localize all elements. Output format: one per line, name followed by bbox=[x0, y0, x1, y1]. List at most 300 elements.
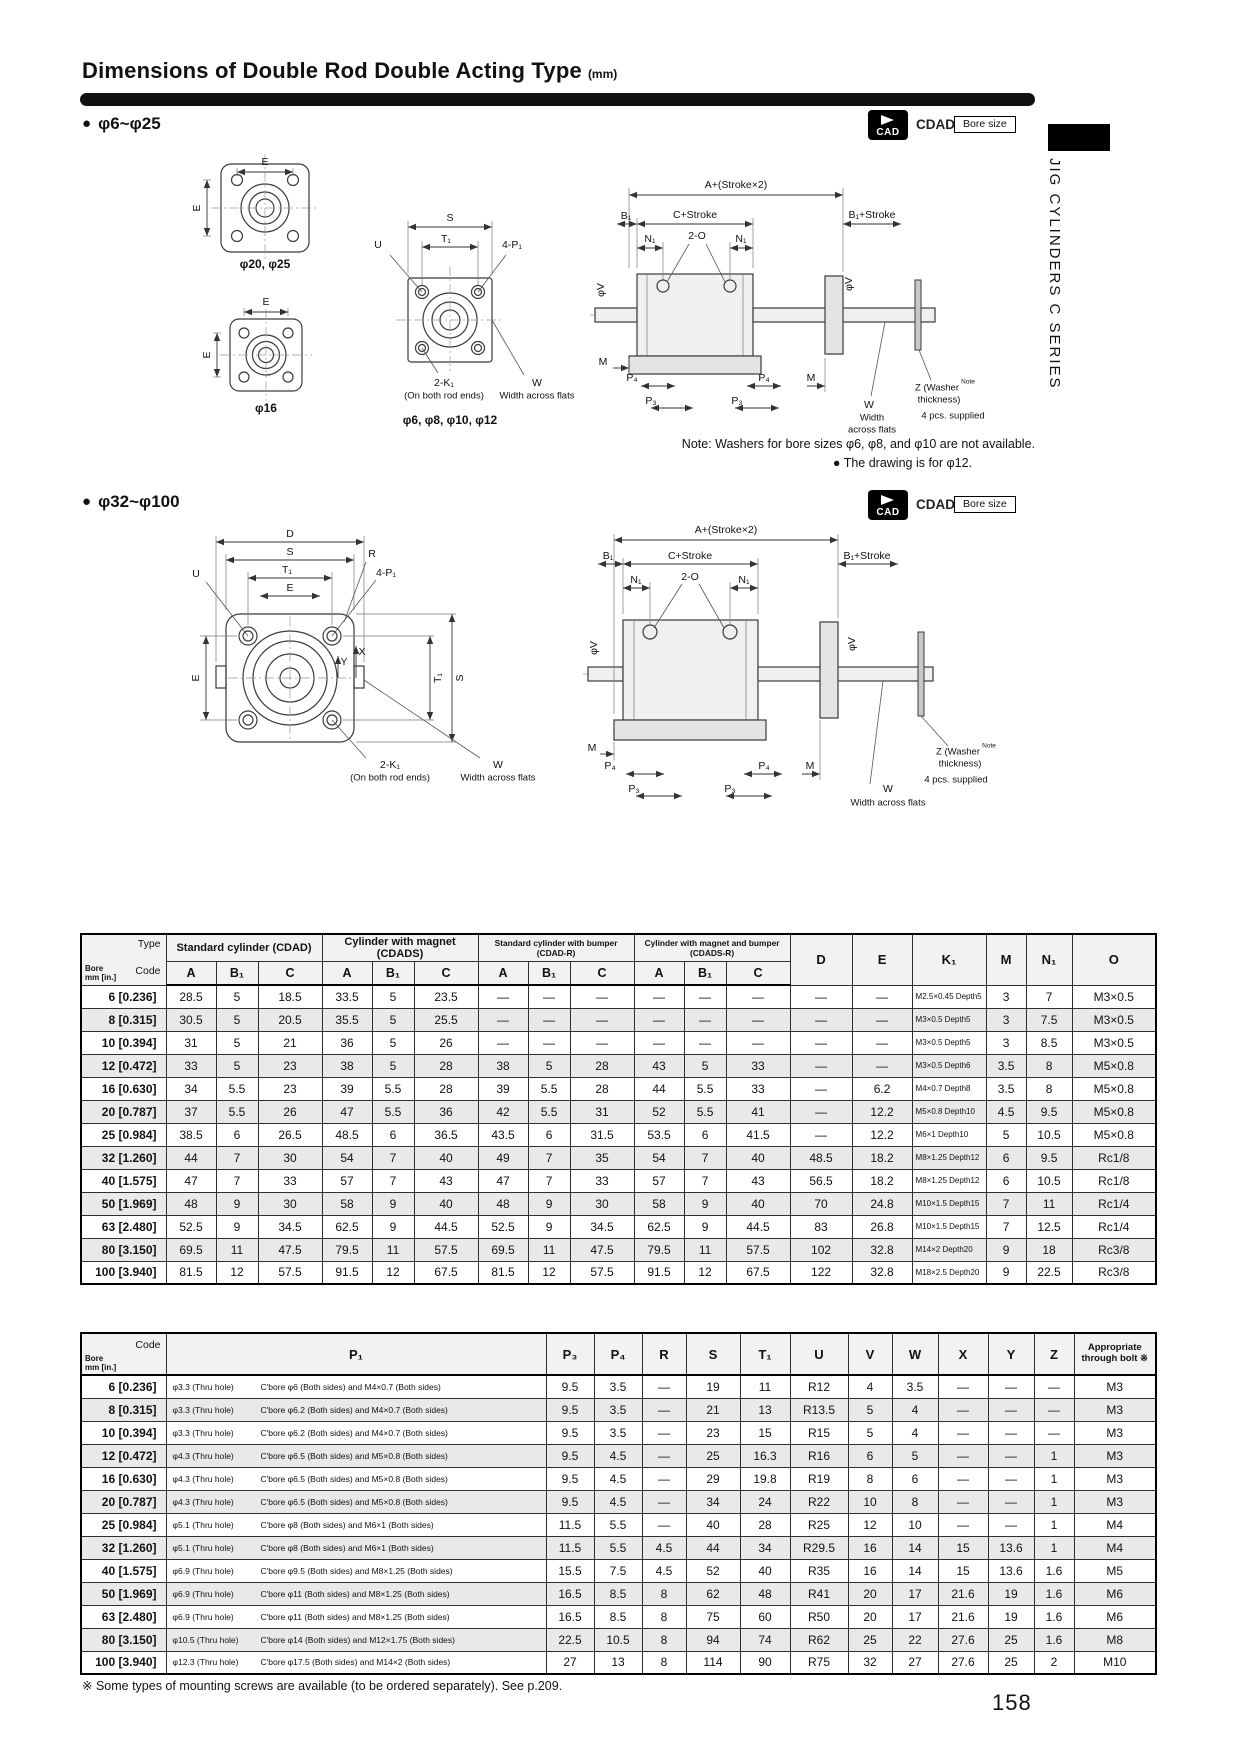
table-cell: 12 bbox=[216, 1261, 258, 1284]
p1-mounting-cell: φ3.3 (Thru hole) C'bore φ6 (Both sides) and M4×0.7 (Both sides) bbox=[166, 1375, 546, 1398]
table-row bbox=[81, 1192, 1156, 1215]
table-cell: 1 bbox=[1034, 1444, 1074, 1467]
dim-note-superscript: Note bbox=[982, 742, 996, 750]
page-number: 158 bbox=[992, 1690, 1032, 1715]
bore-size-box: Bore size bbox=[954, 116, 1016, 133]
table-cell: M3 bbox=[1074, 1444, 1156, 1467]
table-cell: 122 bbox=[790, 1261, 852, 1284]
column-header: C bbox=[414, 962, 478, 986]
table-cell: 5.5 bbox=[216, 1077, 258, 1100]
section-1-title: φ6~φ25 bbox=[98, 114, 161, 133]
column-header: C bbox=[570, 962, 634, 986]
bore-size-cell: 40 [1.575] bbox=[81, 1169, 166, 1192]
table-cell: — bbox=[726, 1008, 790, 1031]
table-cell: 5 bbox=[372, 1008, 414, 1031]
table-cell: 9 bbox=[216, 1192, 258, 1215]
table-cell: 3 bbox=[986, 985, 1026, 1008]
bore-size-cell: 63 [2.480] bbox=[81, 1605, 166, 1628]
table-cell: 5 bbox=[216, 1008, 258, 1031]
table-cell: 44.5 bbox=[726, 1215, 790, 1238]
table-cell: — bbox=[852, 1008, 912, 1031]
table-cell: 23 bbox=[686, 1421, 740, 1444]
model-code: CDAD bbox=[916, 117, 955, 132]
table-row bbox=[81, 1444, 1156, 1467]
table-cell: 38 bbox=[322, 1054, 372, 1077]
table-cell: — bbox=[790, 1123, 852, 1146]
column-header: B₁ bbox=[216, 962, 258, 986]
table-cell: Rc3/8 bbox=[1072, 1261, 1156, 1284]
cad-icon bbox=[868, 490, 908, 520]
table-cell: R13.5 bbox=[790, 1398, 848, 1421]
column-group-header: Standard cylinder (CDAD) bbox=[166, 934, 322, 962]
table-cell: 5 bbox=[528, 1054, 570, 1077]
table-cell: — bbox=[1034, 1375, 1074, 1398]
table-cell: M4 bbox=[1074, 1536, 1156, 1559]
table-cell: 52.5 bbox=[166, 1215, 216, 1238]
column-header: M bbox=[986, 934, 1026, 985]
dim-label-p3: P₃ bbox=[724, 783, 736, 795]
bore-size-cell: 63 [2.480] bbox=[81, 1215, 166, 1238]
table-cell: 40 bbox=[686, 1513, 740, 1536]
table-cell: 91.5 bbox=[634, 1261, 684, 1284]
table-cell: 47.5 bbox=[570, 1238, 634, 1261]
section-1-heading bbox=[82, 114, 161, 134]
table-cell: — bbox=[528, 1008, 570, 1031]
table-cell: 6 bbox=[372, 1123, 414, 1146]
table-cell: R15 bbox=[790, 1421, 848, 1444]
table-cell: 48 bbox=[166, 1192, 216, 1215]
table-cell: — bbox=[726, 1031, 790, 1054]
table-cell: 9 bbox=[528, 1192, 570, 1215]
table-row bbox=[81, 1077, 1156, 1100]
table-cell: 8.5 bbox=[594, 1582, 642, 1605]
table-cell: 13.6 bbox=[988, 1559, 1034, 1582]
dim-label-e: E bbox=[262, 296, 270, 308]
column-header: B₁ bbox=[372, 962, 414, 986]
table-cell: 44 bbox=[686, 1536, 740, 1559]
table-cell: M3×0.5 Depth6 bbox=[912, 1054, 986, 1077]
table-cell: R16 bbox=[790, 1444, 848, 1467]
table-row bbox=[81, 1467, 1156, 1490]
table-cell: — bbox=[938, 1490, 988, 1513]
column-group-header: Cylinder with magnet and bumper (CDADS-R) bbox=[634, 934, 790, 962]
bore-size-cell: 6 [0.236] bbox=[81, 1375, 166, 1398]
table-cell: 36.5 bbox=[414, 1123, 478, 1146]
table-cell: M5 bbox=[1074, 1559, 1156, 1582]
dim-label-m: M bbox=[806, 372, 816, 384]
column-header: A bbox=[166, 962, 216, 986]
table-cell: — bbox=[790, 1077, 852, 1100]
table-cell: 10.5 bbox=[1026, 1123, 1072, 1146]
table-corner-cell: Code Bore mm [in.] bbox=[81, 1333, 166, 1375]
table-cell: 3.5 bbox=[986, 1077, 1026, 1100]
dim-label-e: E bbox=[190, 674, 202, 682]
column-header: P₁ bbox=[166, 1333, 546, 1375]
dim-label-u: U bbox=[374, 239, 382, 251]
table-cell: R50 bbox=[790, 1605, 848, 1628]
table-cell: 5 bbox=[216, 1054, 258, 1077]
table-cell: 9 bbox=[684, 1192, 726, 1215]
p1-mounting-cell: φ10.5 (Thru hole) C'bore φ14 (Both sides) and M12×1.75 (Both sides) bbox=[166, 1628, 546, 1651]
table-cell: M5×0.8 bbox=[1072, 1123, 1156, 1146]
column-header: D bbox=[790, 934, 852, 985]
table-cell: 60 bbox=[740, 1605, 790, 1628]
table-cell: 54 bbox=[322, 1146, 372, 1169]
bore-size-cell: 32 [1.260] bbox=[81, 1146, 166, 1169]
table-cell: 8 bbox=[642, 1605, 686, 1628]
dim-label-w: W bbox=[532, 377, 542, 389]
bore-size-cell: 32 [1.260] bbox=[81, 1536, 166, 1559]
table-cell: Rc1/8 bbox=[1072, 1146, 1156, 1169]
table-cell: M3×0.5 Depth5 bbox=[912, 1031, 986, 1054]
table-cell: 28 bbox=[414, 1054, 478, 1077]
table-cell: 8 bbox=[642, 1628, 686, 1651]
table-cell: 16 bbox=[848, 1536, 892, 1559]
table-cell: 47.5 bbox=[258, 1238, 322, 1261]
table-cell: 39 bbox=[322, 1077, 372, 1100]
dim-label-t1: T₁ bbox=[432, 673, 444, 683]
table-cell: — bbox=[528, 985, 570, 1008]
table-cell: 7 bbox=[216, 1169, 258, 1192]
table-row bbox=[81, 1123, 1156, 1146]
dim-label-n1: N₁ bbox=[738, 574, 750, 586]
table-cell: 4.5 bbox=[986, 1100, 1026, 1123]
table-cell: 4.5 bbox=[642, 1536, 686, 1559]
table-cell: 23 bbox=[258, 1054, 322, 1077]
table-cell: 1 bbox=[1034, 1467, 1074, 1490]
section-bullet-icon: ● bbox=[82, 493, 92, 510]
column-header: Z bbox=[1034, 1333, 1074, 1375]
table-cell: 75 bbox=[686, 1605, 740, 1628]
table-cell: — bbox=[478, 1031, 528, 1054]
bore-size-cell: 8 [0.315] bbox=[81, 1398, 166, 1421]
table-cell: 9.5 bbox=[546, 1490, 594, 1513]
table-row bbox=[81, 1513, 1156, 1536]
section-2-heading bbox=[82, 492, 180, 512]
table-row bbox=[81, 1398, 1156, 1421]
table-cell: — bbox=[938, 1398, 988, 1421]
table-cell: 54 bbox=[634, 1146, 684, 1169]
table-cell: 37 bbox=[166, 1100, 216, 1123]
table-cell: 47 bbox=[322, 1100, 372, 1123]
table-cell: 31.5 bbox=[570, 1123, 634, 1146]
table-cell: — bbox=[938, 1375, 988, 1398]
table-cell: 25 bbox=[686, 1444, 740, 1467]
table-cell: — bbox=[988, 1421, 1034, 1444]
bore-size-cell: 80 [3.150] bbox=[81, 1238, 166, 1261]
d​im-label-phiv: φV bbox=[595, 283, 607, 297]
table-cell: 114 bbox=[686, 1651, 740, 1674]
table-cell: 30.5 bbox=[166, 1008, 216, 1031]
table-cell: 52 bbox=[686, 1559, 740, 1582]
table-cell: 5.5 bbox=[528, 1077, 570, 1100]
table-cell: 7 bbox=[986, 1192, 1026, 1215]
page-title-unit: (mm) bbox=[587, 67, 618, 81]
table-cell: 7 bbox=[216, 1146, 258, 1169]
column-header: T₁ bbox=[740, 1333, 790, 1375]
table-cell: 4.5 bbox=[594, 1490, 642, 1513]
p1-mounting-cell: φ6.9 (Thru hole) C'bore φ11 (Both sides) and M8×1.25 (Both sides) bbox=[166, 1582, 546, 1605]
column-header: P₄ bbox=[594, 1333, 642, 1375]
dim-label-e: E bbox=[286, 582, 294, 594]
model-code: CDAD bbox=[916, 497, 955, 512]
table-cell: M4×0.7 Depth8 bbox=[912, 1077, 986, 1100]
table-cell: 81.5 bbox=[478, 1261, 528, 1284]
table-cell: 74 bbox=[740, 1628, 790, 1651]
table-row bbox=[81, 1100, 1156, 1123]
table-cell: 40 bbox=[414, 1192, 478, 1215]
table-cell: 35 bbox=[570, 1146, 634, 1169]
table-cell: 91.5 bbox=[322, 1261, 372, 1284]
table-cell: — bbox=[478, 985, 528, 1008]
table-cell: 3.5 bbox=[986, 1054, 1026, 1077]
table-cell: — bbox=[642, 1467, 686, 1490]
cad-badge-group-2 bbox=[868, 490, 1038, 522]
table-cell: 9.5 bbox=[1026, 1146, 1072, 1169]
p1-mounting-cell: φ6.9 (Thru hole) C'bore φ11 (Both sides) and M8×1.25 (Both sides) bbox=[166, 1605, 546, 1628]
table-cell: M3×0.5 bbox=[1072, 1008, 1156, 1031]
table-cell: 28 bbox=[570, 1077, 634, 1100]
bore-size-cell: 12 [0.472] bbox=[81, 1054, 166, 1077]
table-cell: 13 bbox=[740, 1398, 790, 1421]
table-cell: 5.5 bbox=[372, 1100, 414, 1123]
dim-label-s: S bbox=[454, 674, 466, 682]
table-cell: 1 bbox=[1034, 1536, 1074, 1559]
table-cell: 1 bbox=[1034, 1490, 1074, 1513]
table-cell: 58 bbox=[634, 1192, 684, 1215]
table-cell: 58 bbox=[322, 1192, 372, 1215]
table-cell: 3.5 bbox=[594, 1421, 642, 1444]
table-cell: — bbox=[684, 1031, 726, 1054]
table-cell: 6 bbox=[528, 1123, 570, 1146]
table-cell: 26 bbox=[414, 1031, 478, 1054]
bore-size-cell: 6 [0.236] bbox=[81, 985, 166, 1008]
table-cell: — bbox=[938, 1444, 988, 1467]
drawing-face-view-large-bores bbox=[168, 516, 582, 828]
table-cell: 32.8 bbox=[852, 1261, 912, 1284]
dim-label-p3: P₃ bbox=[628, 783, 640, 795]
table-cell: M14×2 Depth20 bbox=[912, 1238, 986, 1261]
dim-label-n1: N₁ bbox=[644, 233, 656, 245]
column-header: A bbox=[634, 962, 684, 986]
table-cell: 16.3 bbox=[740, 1444, 790, 1467]
bore-size-cell: 100 [3.940] bbox=[81, 1651, 166, 1674]
drawing-side-view-small-bores bbox=[356, 203, 590, 435]
table-cell: 69.5 bbox=[478, 1238, 528, 1261]
table-cell: 27 bbox=[546, 1651, 594, 1674]
table-cell: 5 bbox=[216, 985, 258, 1008]
table-cell: 34.5 bbox=[570, 1215, 634, 1238]
table-cell: 25 bbox=[988, 1628, 1034, 1651]
table-cell: M10×1.5 Depth15 bbox=[912, 1192, 986, 1215]
table-cell: 5.5 bbox=[594, 1536, 642, 1559]
table-row bbox=[81, 1536, 1156, 1559]
table-cell: 15.5 bbox=[546, 1559, 594, 1582]
table-cell: M2.5×0.45 Depth5 bbox=[912, 985, 986, 1008]
table-cell: — bbox=[570, 1031, 634, 1054]
table-cell: 5.5 bbox=[594, 1513, 642, 1536]
table-cell: 67.5 bbox=[726, 1261, 790, 1284]
table-cell: — bbox=[988, 1490, 1034, 1513]
table-row bbox=[81, 1261, 1156, 1284]
table-cell: 6 bbox=[986, 1146, 1026, 1169]
table-cell: 33.5 bbox=[322, 985, 372, 1008]
table-cell: 36 bbox=[414, 1100, 478, 1123]
table-cell: 25 bbox=[848, 1628, 892, 1651]
table-cell: 5.5 bbox=[372, 1077, 414, 1100]
table-cell: 12.2 bbox=[852, 1123, 912, 1146]
dim-note-width: Width bbox=[859, 412, 885, 424]
table-cell: 52.5 bbox=[478, 1215, 528, 1238]
column-header: A bbox=[478, 962, 528, 986]
table-cell: 9.5 bbox=[546, 1398, 594, 1421]
table-cell: 1.6 bbox=[1034, 1582, 1074, 1605]
table-cell: 4.5 bbox=[594, 1444, 642, 1467]
cad-icon bbox=[868, 110, 908, 140]
table-cell: 57 bbox=[634, 1169, 684, 1192]
bore-size-cell: 80 [3.150] bbox=[81, 1628, 166, 1651]
dim-label-p3: P₃ bbox=[645, 395, 657, 407]
dim-label-y: Y bbox=[340, 656, 348, 668]
table-cell: 28 bbox=[414, 1077, 478, 1100]
table-cell: M8×1.25 Depth12 bbox=[912, 1146, 986, 1169]
sidebar-series-label: JIG CYLINDERS C SERIES bbox=[1046, 158, 1063, 390]
bore-size-cell: 100 [3.940] bbox=[81, 1261, 166, 1284]
table-cell: — bbox=[684, 985, 726, 1008]
section-bullet-icon: ● bbox=[82, 115, 92, 132]
table-cell: 28 bbox=[740, 1513, 790, 1536]
table-cell: 27.6 bbox=[938, 1628, 988, 1651]
table-cell: 5.5 bbox=[684, 1100, 726, 1123]
table-cell: 12 bbox=[528, 1261, 570, 1284]
horn-icon bbox=[881, 495, 894, 505]
table-cell: 5.5 bbox=[528, 1100, 570, 1123]
column-header: B₁ bbox=[528, 962, 570, 986]
table-row bbox=[81, 1169, 1156, 1192]
table-cell: 18.5 bbox=[258, 985, 322, 1008]
table-cell: 23 bbox=[258, 1077, 322, 1100]
table-cell: 49 bbox=[478, 1146, 528, 1169]
column-header: X bbox=[938, 1333, 988, 1375]
dim-label-w: W bbox=[864, 399, 874, 411]
cad-icon-label: CAD bbox=[876, 507, 900, 518]
table-cell: — bbox=[570, 1008, 634, 1031]
table-cell: 7 bbox=[528, 1146, 570, 1169]
table-cell: 28 bbox=[570, 1054, 634, 1077]
dim-note-superscript: Note bbox=[961, 378, 975, 386]
table-cell: 1.6 bbox=[1034, 1628, 1074, 1651]
table-cell: 5 bbox=[848, 1421, 892, 1444]
column-header: R bbox=[642, 1333, 686, 1375]
table-row bbox=[81, 1559, 1156, 1582]
table-cell: 33 bbox=[166, 1054, 216, 1077]
table-cell: 5 bbox=[372, 1031, 414, 1054]
table-cell: 53.5 bbox=[634, 1123, 684, 1146]
table-cell: 5 bbox=[892, 1444, 938, 1467]
table-cell: — bbox=[790, 985, 852, 1008]
dim-label-t1: T₁ bbox=[441, 233, 451, 245]
table-cell: 81.5 bbox=[166, 1261, 216, 1284]
table-cell: 10.5 bbox=[594, 1628, 642, 1651]
table-cell: 7 bbox=[372, 1169, 414, 1192]
table-cell: R22 bbox=[790, 1490, 848, 1513]
table-cell: 42 bbox=[478, 1100, 528, 1123]
table-cell: 3.5 bbox=[892, 1375, 938, 1398]
table-cell: 9 bbox=[684, 1215, 726, 1238]
table-cell: 26.5 bbox=[258, 1123, 322, 1146]
table-cell: Rc3/8 bbox=[1072, 1238, 1156, 1261]
column-header: C bbox=[258, 962, 322, 986]
column-header: S bbox=[686, 1333, 740, 1375]
table-cell: 15 bbox=[938, 1536, 988, 1559]
table-cell: 7 bbox=[1026, 985, 1072, 1008]
bore-size-cell: 10 [0.394] bbox=[81, 1421, 166, 1444]
dim-note-both-rod-ends: (On both rod ends) bbox=[350, 772, 430, 784]
table-cell: 11 bbox=[684, 1238, 726, 1261]
dim-label-2k1: 2-K₁ bbox=[380, 759, 400, 771]
table-cell: 5 bbox=[216, 1031, 258, 1054]
dim-label-c-stroke: C+Stroke bbox=[667, 550, 713, 562]
table-cell: 33 bbox=[726, 1077, 790, 1100]
dim-label-phiv: φV bbox=[846, 637, 858, 651]
column-header: K₁ bbox=[912, 934, 986, 985]
table-cell: 7.5 bbox=[1026, 1008, 1072, 1031]
table-row bbox=[81, 1628, 1156, 1651]
dim-note-4pcs: 4 pcs. supplied bbox=[921, 410, 985, 422]
table-cell: 11 bbox=[740, 1375, 790, 1398]
table-row bbox=[81, 1215, 1156, 1238]
table-cell: — bbox=[726, 985, 790, 1008]
table-row bbox=[81, 1490, 1156, 1513]
dim-label-2o: 2-O bbox=[688, 230, 706, 242]
dim-note-width-across-flats: Width across flats bbox=[499, 390, 575, 402]
table-cell: 40 bbox=[414, 1146, 478, 1169]
table-cell: 23.5 bbox=[414, 985, 478, 1008]
bore-size-cell: 20 [0.787] bbox=[81, 1100, 166, 1123]
table-cell: 57 bbox=[322, 1169, 372, 1192]
table-cell: 39 bbox=[478, 1077, 528, 1100]
table-cell: 43.5 bbox=[478, 1123, 528, 1146]
table-row bbox=[81, 1146, 1156, 1169]
table-cell: 7 bbox=[372, 1146, 414, 1169]
table-cell: 5 bbox=[372, 1054, 414, 1077]
dim-label-n1: N₁ bbox=[735, 233, 747, 245]
table-cell: 24.8 bbox=[852, 1192, 912, 1215]
dim-note-width-across-flats: Width across flats bbox=[850, 797, 926, 809]
table-cell: 7 bbox=[528, 1169, 570, 1192]
table-cell: 3 bbox=[986, 1008, 1026, 1031]
table-cell: M18×2.5 Depth20 bbox=[912, 1261, 986, 1284]
table-cell: 9 bbox=[528, 1215, 570, 1238]
section-2-title: φ32~φ100 bbox=[98, 492, 180, 511]
table-cell: 20 bbox=[848, 1582, 892, 1605]
table-cell: M5×0.8 bbox=[1072, 1100, 1156, 1123]
table-cell: — bbox=[790, 1054, 852, 1077]
table-cell: Rc1/4 bbox=[1072, 1215, 1156, 1238]
table-row bbox=[81, 1582, 1156, 1605]
table-cell: 34 bbox=[740, 1536, 790, 1559]
table-cell: — bbox=[570, 985, 634, 1008]
table-cell: 48.5 bbox=[790, 1146, 852, 1169]
table-cell: 34 bbox=[166, 1077, 216, 1100]
table-cell: 7 bbox=[986, 1215, 1026, 1238]
table-cell: 17 bbox=[892, 1582, 938, 1605]
table-cell: 5 bbox=[372, 985, 414, 1008]
table-cell: — bbox=[634, 985, 684, 1008]
table-cell: M10×1.5 Depth15 bbox=[912, 1215, 986, 1238]
table-cell: 1.6 bbox=[1034, 1559, 1074, 1582]
table-cell: 8 bbox=[642, 1651, 686, 1674]
